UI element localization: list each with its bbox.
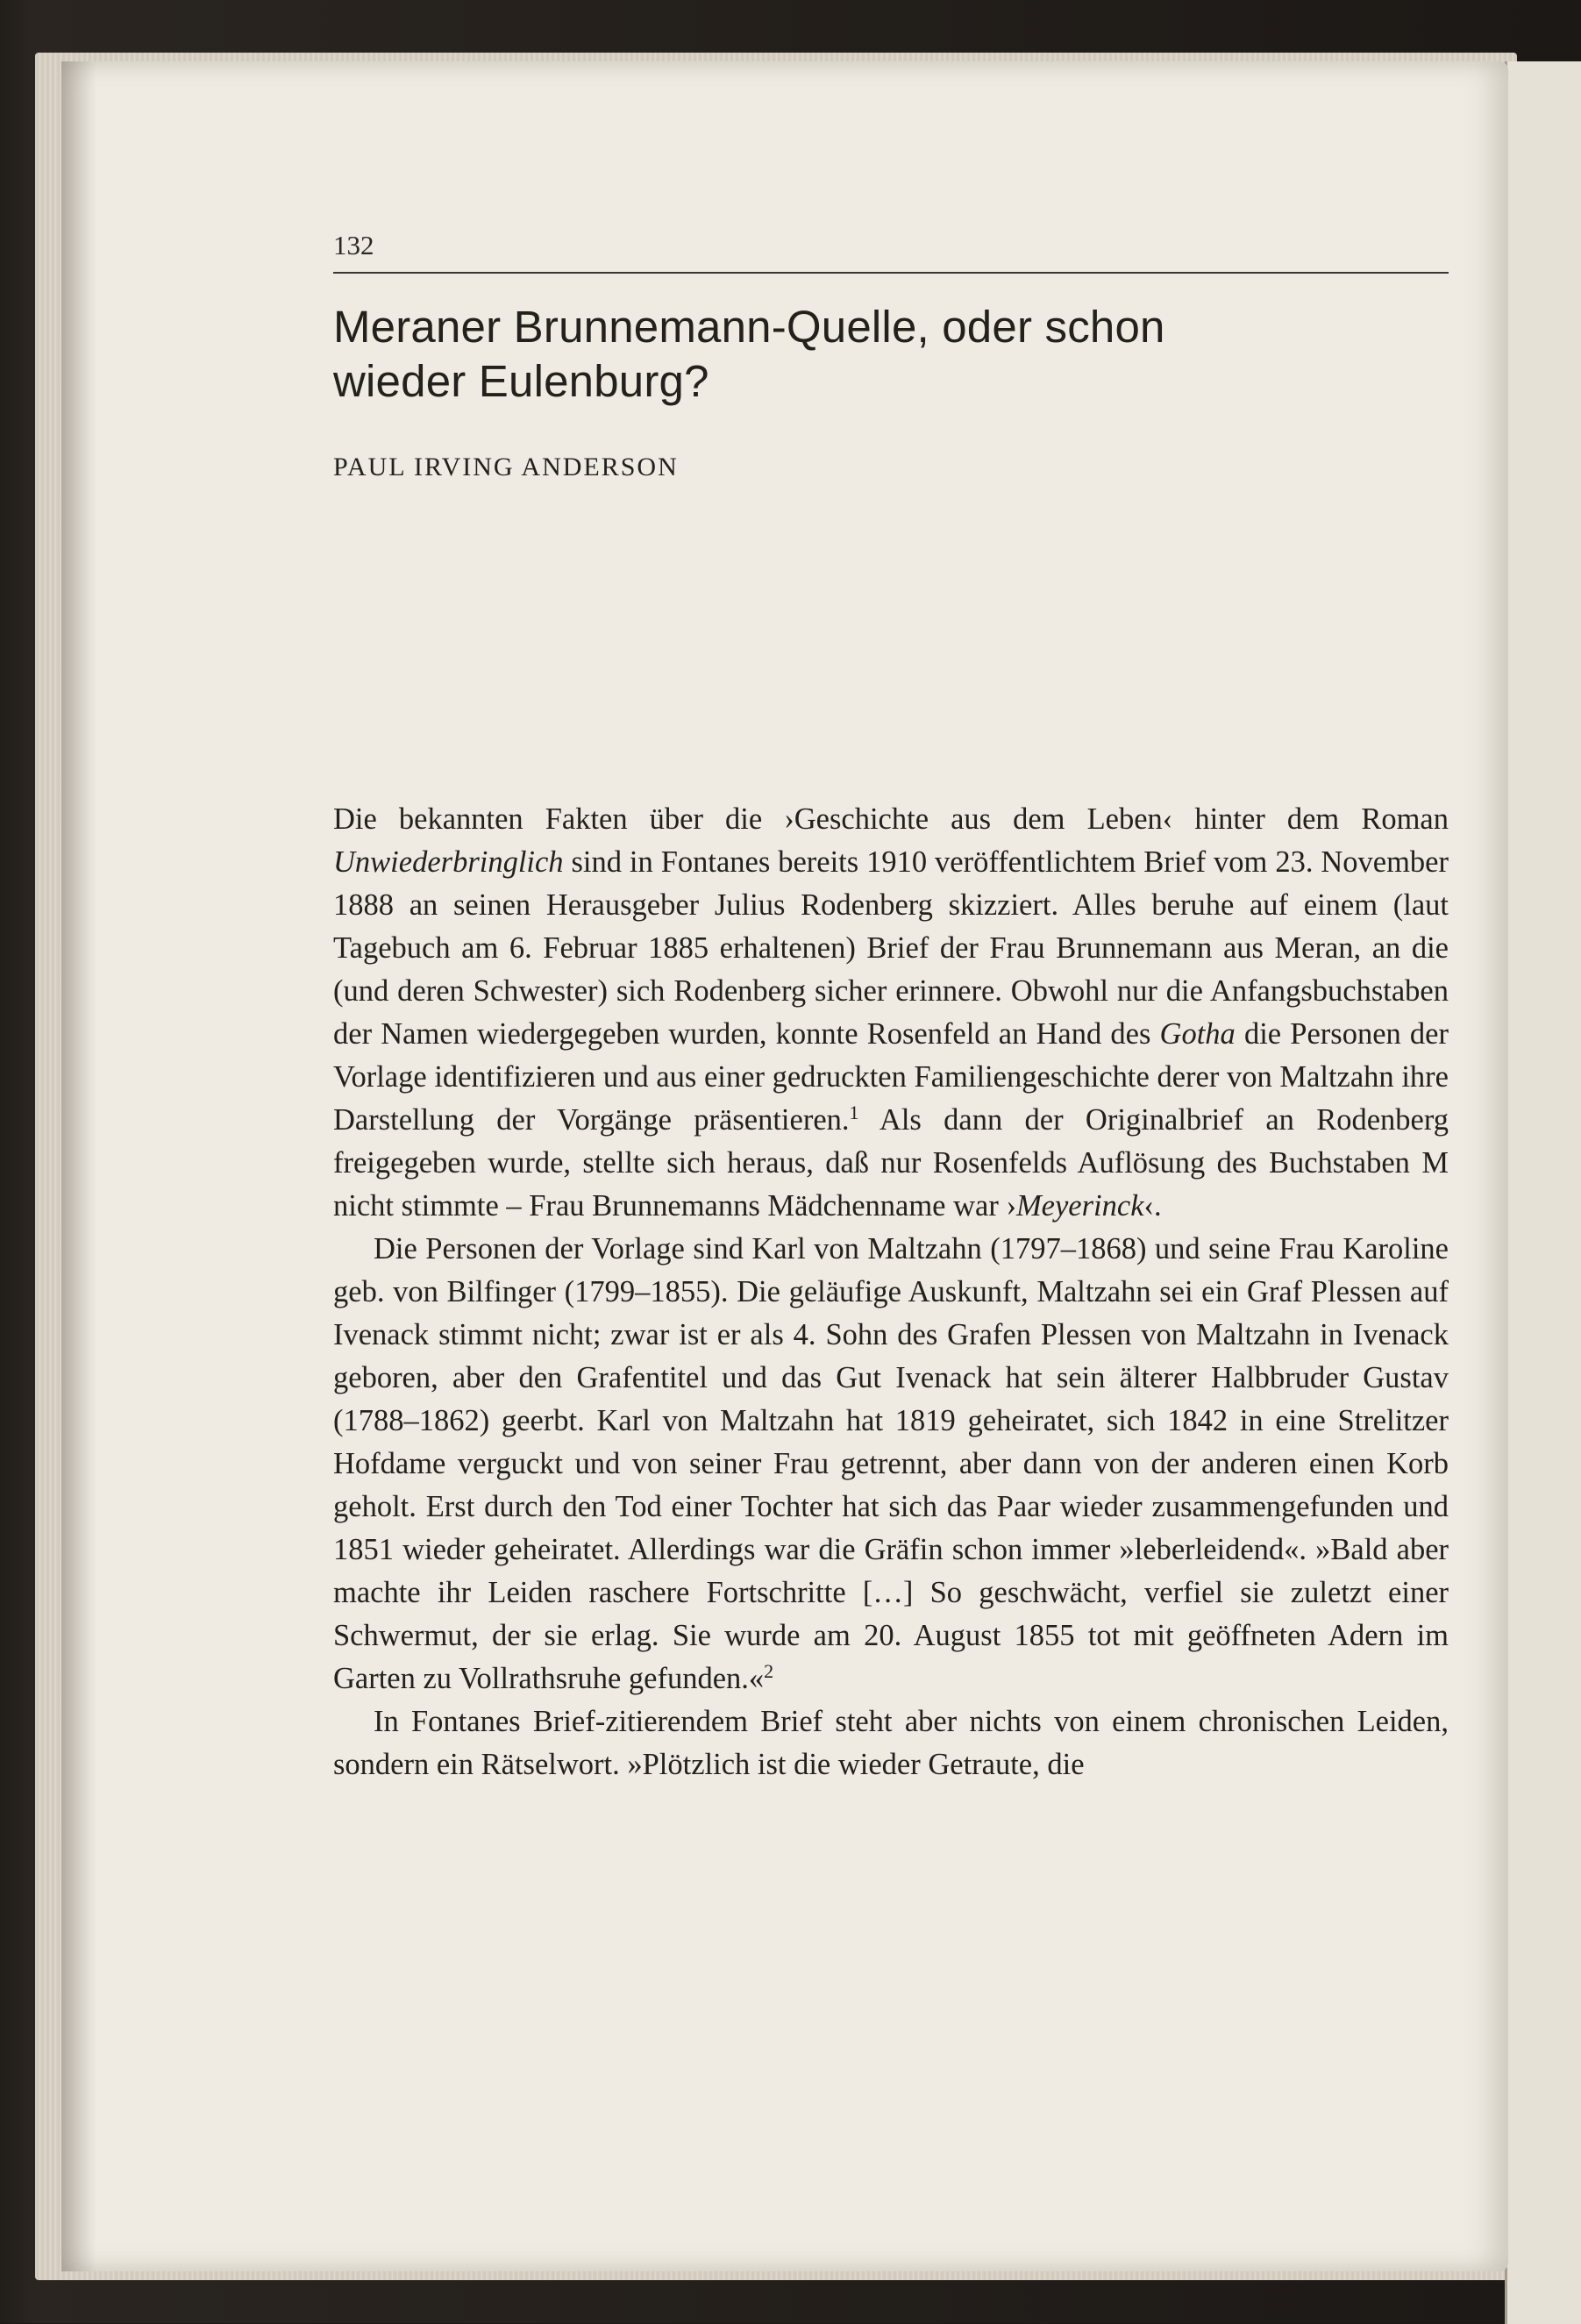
italic-text: Gotha [1159, 1017, 1236, 1051]
article-title: Meraner Brunnemann-Quelle, oder schon wieder Eulenburg? [333, 302, 1165, 406]
facing-page-edge [1505, 61, 1581, 2324]
text-run: Als dann der Originalbrief an Rodenberg freigegeben wurde, stellte sich heraus, daß nur Rosenfelds Auflösung des Buchstaben M nicht stimmte – Frau Brunnemanns Mädchenname war › [333, 1103, 1449, 1223]
paragraph [333, 1228, 1449, 1700]
page-number: 132 [333, 230, 374, 260]
italic-text: Unwiederbringlich [333, 845, 564, 879]
gutter-shadow [61, 61, 96, 2271]
text-run: In Fontanes Brief-zitierendem Brief steht aber nichts von einem chronischen Leiden, sondern ein Rätselwort. »Plötzlich ist die wieder Getraute, die [333, 1705, 1449, 1781]
paragraph [333, 1700, 1449, 1786]
text-run: ‹. [1143, 1189, 1162, 1223]
body-text [333, 798, 1449, 1786]
footnote-marker: 1 [849, 1101, 859, 1123]
running-head [333, 226, 1449, 274]
article-author: PAUL IRVING ANDERSON [333, 453, 679, 481]
text-run: Die Personen der Vorlage sind Karl von Maltzahn (1797–1868) und seine Frau Karoline geb. von Bilfinger (1799–1855). Die geläufige Auskunft, Maltzahn sei ein Graf Plessen auf Ivenack stimmt nicht; zwar ist er als 4. Sohn des Grafen Plessen von Maltzahn in Ivenack geboren, aber den Grafentitel und das Gut Ivenack hat sein älterer Halbbruder Gustav (1788–1862) geerbt. Karl von Maltzahn hat 1819 geheiratet, sich 1842 in eine Strelitzer Hofdame verguckt und von seiner Frau getrennt, aber dann von der anderen einen Korb geholt. Erst durch den Tod einer Tochter hat sich das Paar wieder zusammengefunden und 1851 wieder geheiratet. Allerdings war die Gräfin schon immer »leberleidend«. »Bald aber machte ihr Leiden raschere Fortschritte […] So geschwächt, verfiel sie zuletzt einer Schwermut, der sie erlag. Sie wurde am 20. August 1855 tot mit geöffneten Adern im Garten zu Vollrathsruhe gefunden.« [333, 1232, 1449, 1695]
footnote-marker: 2 [764, 1660, 774, 1682]
paragraph [333, 798, 1449, 1228]
italic-text: Meyerinck [1015, 1189, 1144, 1223]
text-run: die Personen der Vorlage identifizieren und aus einer gedruckten Familiengeschichte derer von Maltzahn ihre Darstellung der Vorgänge präsentieren. [333, 1017, 1449, 1137]
text-run: sind in Fontanes bereits 1910 veröffentlichtem Brief vom 23. November 1888 an seinen Herausgeber Julius Rodenberg skizziert. Alles beruhe auf einem (laut Tagebuch am 6. Februar 1885 erhaltenen) Brief der Frau Brunnemann aus Meran, an die (und deren Schwester) sich Rodenberg sicher erinnere. Obwohl nur die Anfangsbuchstaben der Namen wiedergegeben wurden, konnte Rosenfeld an Hand des [333, 845, 1449, 1051]
article [333, 300, 1449, 1786]
text-run: Die bekannten Fakten über die ›Geschichte aus dem Leben‹ hinter dem Roman [333, 802, 1449, 836]
